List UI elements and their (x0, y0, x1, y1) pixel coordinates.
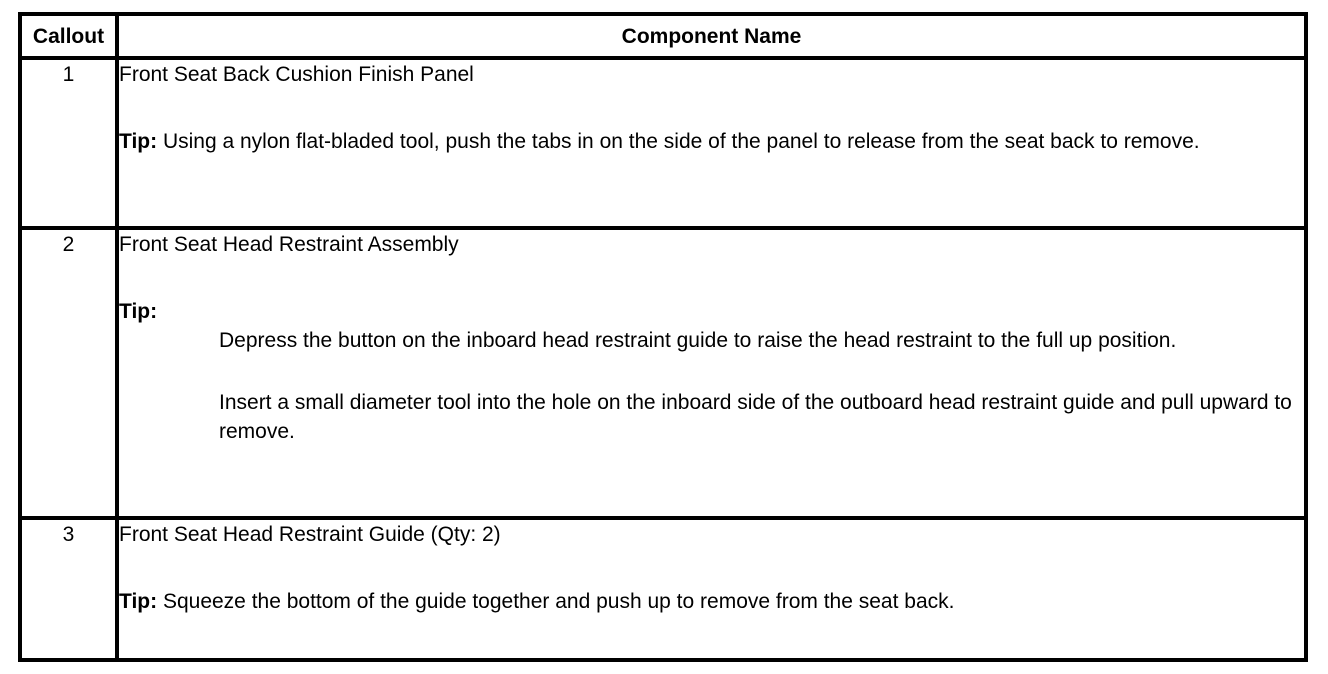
callout-column-header: Callout (20, 14, 117, 58)
component-name: Front Seat Head Restraint Assembly (119, 233, 459, 256)
tip-label: Tip: (119, 300, 158, 323)
table-row (20, 518, 1306, 660)
table-row (20, 58, 1306, 228)
tip-step: Depress the button on the inboard head restraint guide to raise the head restraint to the full up position. (219, 329, 1177, 352)
tip-step: Insert a small diameter tool into the hole on the inboard side of the outboard head restraint guide and pull upward to remove. (219, 391, 1292, 443)
table-row (20, 228, 1306, 518)
tip-label: Tip: (119, 590, 158, 613)
tip-text: Squeeze the bottom of the guide together and push up to remove from the seat back. (162, 590, 955, 613)
tip-paragraph (119, 130, 1200, 153)
callout-number: 3 (20, 518, 117, 660)
component-cell (117, 58, 1306, 228)
callout-number: 1 (20, 58, 117, 228)
tip-paragraph (119, 590, 954, 613)
table-header-row (20, 14, 1306, 58)
component-cell (117, 228, 1306, 518)
component-name-column-header: Component Name (117, 14, 1306, 58)
tip-label: Tip: (119, 130, 158, 153)
callout-number: 2 (20, 228, 117, 518)
component-cell (117, 518, 1306, 660)
tip-text: Using a nylon flat-bladed tool, push the tabs in on the side of the panel to release from the seat back to remove. (162, 130, 1200, 153)
component-name: Front Seat Head Restraint Guide (Qty: 2) (119, 523, 501, 546)
component-callout-table (18, 12, 1308, 662)
component-name: Front Seat Back Cushion Finish Panel (119, 63, 474, 86)
